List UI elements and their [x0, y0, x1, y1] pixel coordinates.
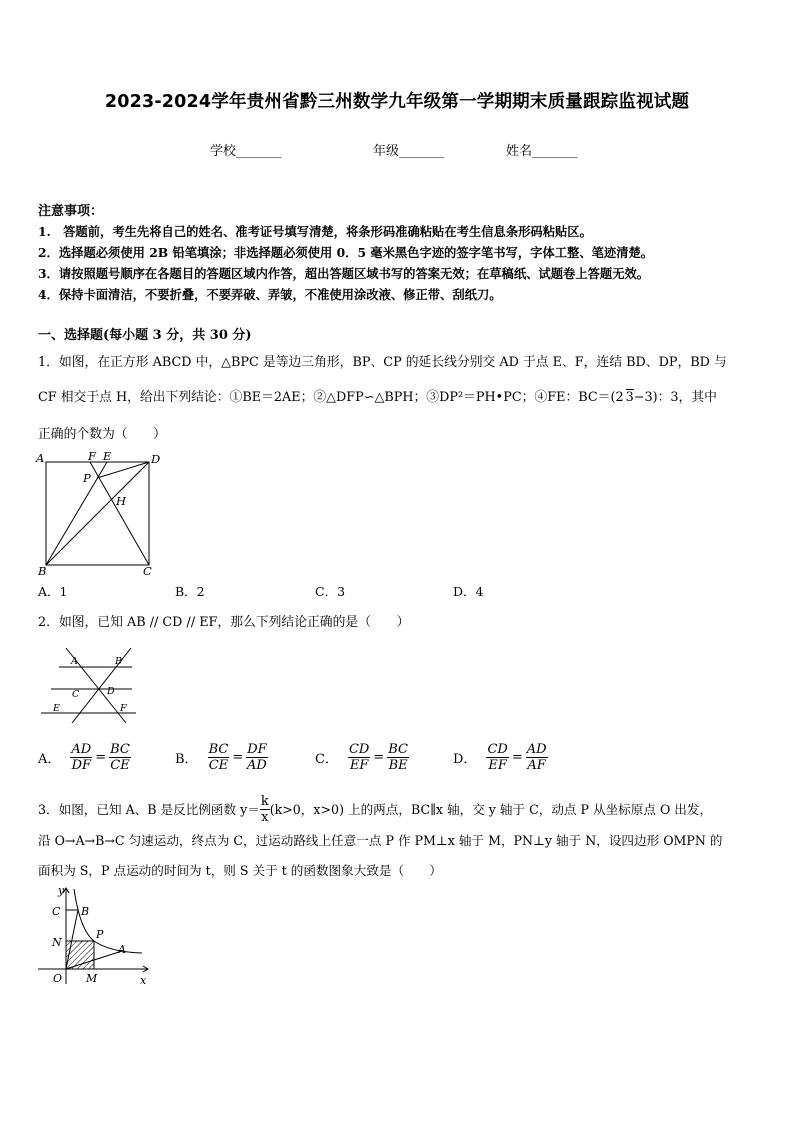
label-E: E: [53, 703, 60, 714]
q2-line1: 2．如图，已知 AB // CD // EF，那么下列结论正确的是（ ）: [38, 615, 410, 630]
fraction: $\frac{DF}{AD}$: [247, 742, 267, 773]
q1-line2b: −3)：3，其中: [633, 390, 717, 405]
fraction: $\frac{AD}{AF}$: [526, 742, 547, 773]
note-item: 4．保持卡面清洁，不要折叠，不要弄破、弄皱，不准使用涂改液、修正带、刮纸刀。: [38, 287, 502, 302]
label-M: M: [86, 972, 98, 985]
q1-line1: 1．如图，在正方形 ABCD 中，△BPC 是等边三角形，BP、CP 的延长线分别交 AD 于点 E、F，连结 BD、DP，BD 与: [38, 355, 727, 370]
label-y: y: [58, 884, 65, 897]
label-B: B: [115, 656, 122, 667]
fraction: $\frac{BC}{CE}$: [110, 742, 130, 773]
label-A: A: [36, 451, 45, 465]
page-title: 2023-2024学年贵州省黔三州数学九年级第一学期期末质量跟踪监视试题: [104, 92, 690, 112]
note-item: 3．请按照题号顺序在各题目的答题区域内作答，超出答题区域书写的答案无效；在草稿纸、试题卷上答题无效。: [38, 266, 650, 281]
label-C: C: [143, 564, 152, 578]
sqrt-value: 3: [625, 390, 634, 405]
option-label: B．: [175, 752, 198, 767]
q1-option-c[interactable]: C．3: [315, 584, 346, 599]
q3-line2: 沿 O→A→B→C 匀速运动，终点为 C，过运动路线上任意一点 P 作 PM⊥x 轴于 M，PN⊥y 轴于 N，设四边形 OMPN 的: [38, 833, 723, 848]
q2-option-c[interactable]: C． $\frac{CD}{EF}$ = $\frac{BC}{BE}$: [315, 742, 408, 773]
fraction: $\frac{CD}{EF}$: [348, 742, 370, 773]
option-label: A．: [38, 752, 61, 767]
school-field: 学校_______: [210, 144, 282, 159]
notes-heading: 注意事项：: [38, 204, 104, 219]
label-D: D: [107, 686, 115, 697]
label-C: C: [72, 689, 80, 700]
fraction: $\frac{BC}{BE}$: [388, 742, 408, 773]
q3-figure: [30, 880, 160, 990]
name-field: 姓名_______: [506, 144, 578, 159]
label-x: x: [140, 974, 147, 987]
label-P: P: [83, 471, 91, 485]
q3-line3: 面积为 S，P 点运动的时间为 t，则 S 关于 t 的函数图象大致是（ ）: [38, 863, 442, 878]
fraction: $\frac{BC}{CE}$: [208, 742, 229, 773]
label-C: C: [52, 905, 61, 918]
label-N: N: [52, 936, 62, 949]
fraction: $\frac{CD}{EF}$: [487, 742, 508, 773]
label-F: F: [120, 703, 127, 714]
q2-option-b[interactable]: B． $\frac{BC}{CE}$ = $\frac{DF}{AD}$: [175, 742, 267, 773]
q1-option-b[interactable]: B．2: [175, 584, 205, 599]
q3-line1b: (k>0，x>0) 上的两点，BC∥x 轴，交 y 轴于 C，动点 P 从坐标原点 O 出发，: [269, 801, 713, 817]
q1-line2: [38, 389, 717, 407]
grade-field: 年级_______: [373, 144, 445, 159]
note-item: 1. 答题前，考生先将自己的姓名、准考证号填写清楚，将条形码准确粘贴在考生信息条形码粘贴区。: [38, 224, 592, 239]
note-item: 2．选择题必须使用 2B 铅笔填涂；非选择题必须使用 0．5 毫米黑色字迹的签字笔书写，字体工整、笔迹清楚。: [38, 245, 654, 260]
q1-option-a[interactable]: A．1: [38, 584, 68, 599]
label-A: A: [71, 656, 78, 667]
label-E: E: [103, 449, 112, 463]
q3-line1: [38, 794, 712, 825]
label-B: B: [38, 564, 47, 578]
q1-line2a: CF 相交于点 H，给出下列结论：①BE＝2AE；②△DFP∽△BPH；③DP²＝PH•PC；④FE：BC＝(2: [38, 390, 624, 405]
label-B: B: [81, 905, 90, 918]
q2-option-d[interactable]: D． $\frac{CD}{EF}$ = $\frac{AD}{AF}$: [453, 742, 547, 773]
q3-line1a: 3．如图，已知 A、B 是反比例函数 y＝: [38, 801, 260, 817]
fraction: $\frac{AD}{DF}$: [71, 742, 92, 773]
q1-figure: [30, 448, 170, 580]
label-O: O: [53, 972, 63, 985]
label-A: A: [118, 943, 126, 956]
option-label: C．: [315, 752, 338, 767]
q1-option-d[interactable]: D．4: [453, 584, 484, 599]
q2-option-a[interactable]: A． $\frac{AD}{DF}$ = $\frac{BC}{CE}$: [38, 742, 130, 773]
label-F: F: [88, 449, 96, 463]
label-P: P: [96, 928, 104, 941]
q2-figure: [36, 644, 146, 726]
label-H: H: [116, 494, 127, 508]
option-label: D．: [453, 752, 477, 767]
fraction-k-over-x: $\frac{k}{x}$: [260, 794, 269, 825]
label-D: D: [151, 452, 161, 466]
q1-line3: 正确的个数为（ ）: [38, 427, 166, 442]
section-heading: 一、选择题(每小题 3 分，共 30 分): [38, 328, 252, 343]
